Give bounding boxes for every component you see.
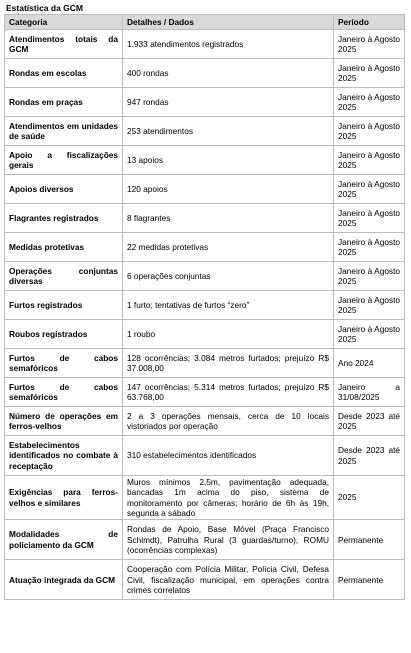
row-period: Janeiro à Agosto 2025: [334, 88, 405, 117]
row-details: 2 a 3 operações mensais, cerca de 10 locais vistoriados por operação: [123, 407, 334, 436]
table-row: [5, 436, 405, 476]
row-details: 1 furto; tentativas de furtos “zero”: [123, 291, 334, 320]
table-row: [5, 560, 405, 600]
column-header-category: Categoria: [5, 15, 123, 30]
table-row: [5, 262, 405, 291]
row-category: Atuação integrada da GCM: [5, 560, 123, 600]
row-category: Operações conjuntas diversas: [5, 262, 123, 291]
table-row: [5, 476, 405, 520]
row-category: Rondas em escolas: [5, 59, 123, 88]
row-details: 22 medidas protetivas: [123, 233, 334, 262]
table-row: [5, 175, 405, 204]
row-category: Medidas protetivas: [5, 233, 123, 262]
row-period: Janeiro à Agosto 2025: [334, 291, 405, 320]
statistics-table: [4, 14, 405, 600]
row-period: Janeiro à Agosto 2025: [334, 117, 405, 146]
row-category: Furtos registrados: [5, 291, 123, 320]
table-row: [5, 407, 405, 436]
row-period: Janeiro à Agosto 2025: [334, 30, 405, 59]
table-row: [5, 59, 405, 88]
row-details: 128 ocorrências; 3.084 metros furtados; prejuízo R$ 37.008,00: [123, 349, 334, 378]
table-row: [5, 204, 405, 233]
row-period: Janeiro à Agosto 2025: [334, 262, 405, 291]
row-details: 310 estabelecimentos identificados: [123, 436, 334, 476]
document-title: Estatística da GCM: [6, 3, 83, 13]
row-period: Ano 2024: [334, 349, 405, 378]
row-details: 13 apoios: [123, 146, 334, 175]
row-period: Permanente: [334, 560, 405, 600]
row-period: Janeiro a 31/08/2025: [334, 378, 405, 407]
table-header-row: [5, 15, 405, 30]
row-details: 147 ocorrências; 5.314 metros furtados; prejuízo R$ 63.768,00: [123, 378, 334, 407]
row-category: Estabelecimentos identificados no combate à receptação: [5, 436, 123, 476]
row-period: Janeiro à Agosto 2025: [334, 320, 405, 349]
row-period: Desde 2023 até 2025: [334, 407, 405, 436]
row-details: Muros mínimos 2,5m, pavimentação adequada, bancadas 1m acima do piso, sistema de monitoramento por câmeras; horário de 6h às 19h, segunda a sábado: [123, 476, 334, 520]
row-category: Flagrantes registrados: [5, 204, 123, 233]
row-category: Furtos de cabos semafóricos: [5, 378, 123, 407]
table-row: [5, 320, 405, 349]
table-row: [5, 146, 405, 175]
row-category: Exigências para ferros-velhos e similares: [5, 476, 123, 520]
table-row: [5, 88, 405, 117]
row-details: 400 rondas: [123, 59, 334, 88]
table-row: [5, 520, 405, 560]
row-period: Janeiro à Agosto 2025: [334, 233, 405, 262]
row-details: Cooperação com Polícia Militar, Polícia Civil, Defesa Civil, fiscalização municipal, em operações contra crimes correlatos: [123, 560, 334, 600]
row-details: 8 flagrantes: [123, 204, 334, 233]
row-period: Desde 2023 até 2025: [334, 436, 405, 476]
row-period: Janeiro à Agosto 2025: [334, 146, 405, 175]
row-category: Apoios diversos: [5, 175, 123, 204]
table-row: [5, 378, 405, 407]
table-row: [5, 30, 405, 59]
table-row: [5, 233, 405, 262]
row-details: 1 roubo: [123, 320, 334, 349]
row-period: Permanente: [334, 520, 405, 560]
row-details: 120 apoios: [123, 175, 334, 204]
row-details: Rondas de Apoio, Base Móvel (Praça Francisco Schimdt), Patrulha Rural (3 guardas/turno), ROMU (ocorrências complexas): [123, 520, 334, 560]
row-details: 947 rondas: [123, 88, 334, 117]
row-category: Apoio a fiscalizações gerais: [5, 146, 123, 175]
row-details: 253 atendimentos: [123, 117, 334, 146]
row-period: 2025: [334, 476, 405, 520]
row-period: Janeiro à Agosto 2025: [334, 175, 405, 204]
row-period: Janeiro à Agosto 2025: [334, 59, 405, 88]
table-row: [5, 291, 405, 320]
row-category: Atendimentos em unidades de saúde: [5, 117, 123, 146]
row-details: 1.933 atendimentos registrados: [123, 30, 334, 59]
row-category: Furtos de cabos semafóricos: [5, 349, 123, 378]
row-category: Atendimentos totais da GCM: [5, 30, 123, 59]
column-header-details: Detalhes / Dados: [123, 15, 334, 30]
row-period: Janeiro à Agosto 2025: [334, 204, 405, 233]
table-row: [5, 117, 405, 146]
column-header-period: Período: [334, 15, 405, 30]
row-category: Modalidades de policiamento da GCM: [5, 520, 123, 560]
row-details: 6 operações conjuntas: [123, 262, 334, 291]
row-category: Rondas em praças: [5, 88, 123, 117]
row-category: Roubos registrados: [5, 320, 123, 349]
table-row: [5, 349, 405, 378]
row-category: Número de operações em ferros-velhos: [5, 407, 123, 436]
